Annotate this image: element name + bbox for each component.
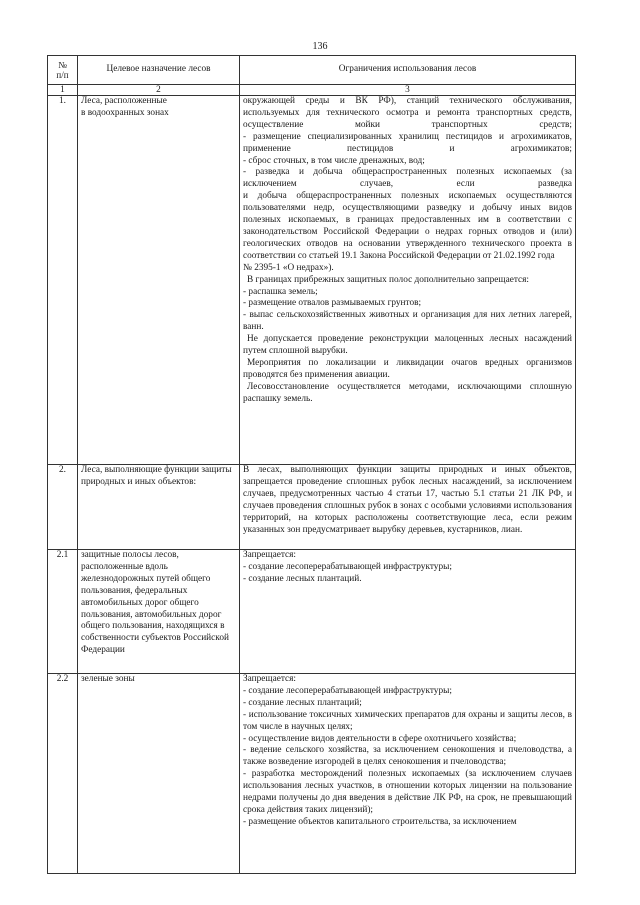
restriction-paragraph: - создание лесных плантаций. [243, 573, 362, 584]
row-purpose: Леса, выполняющие функции защиты природных и иных объектов: [78, 465, 240, 550]
restriction-paragraph: - размещение отвалов размываемых грунтов; [243, 298, 422, 309]
restriction-paragraph: № 2395-1 «О недрах»). [243, 262, 334, 273]
column-number: 1 [48, 85, 78, 96]
restriction-paragraph: - распашка земель; [243, 286, 318, 297]
restriction-paragraph: В лесах, выполняющих функции защиты природных и иных объектов, запрещается проведение сплошных рубок лесных насаждений, за исключением случаев, предусмотренных частью 4 статьи 17, частью 5.1 статьи 21 ЛК РФ, и случаев проведения сплошных рубок в зонах с особыми условиями использования территорий, на которых расположены соответствующие леса, если режим указанных зон предусматривает вырубку деревьев, кустарников, лиан. [243, 465, 572, 535]
restriction-paragraph: Мероприятия по локализации и ликвидации очагов вредных организмов проводятся без применения авиации. [243, 357, 572, 380]
table-row [48, 96, 576, 465]
page-number: 136 [312, 41, 328, 52]
row-number: 1. [48, 96, 78, 465]
header-num [48, 56, 78, 85]
restriction-paragraph: - создание лесоперерабатывающей инфраструктуры; [243, 685, 452, 696]
restriction-paragraph: - осуществление видов деятельности в сфере охотничьего хозяйства; [243, 733, 517, 744]
row-number: 2.2 [48, 674, 78, 874]
table-header-row [48, 56, 576, 85]
row-purpose: защитные полосы лесов, расположенные вдоль железнодорожных путей общего пользования, федеральных автомобильных дорог общего пользования, автомобильных дорог общего пользования, находящихся в собственности субъектов Российской Федерации [78, 550, 240, 674]
restriction-paragraph: - использование токсичных химических препаратов для охраны и защиты лесов, в том числе в научных целях; [243, 709, 572, 732]
column-number: 3 [240, 85, 576, 96]
column-number: 2 [78, 85, 240, 96]
restriction-paragraph: - создание лесных плантаций; [243, 697, 362, 708]
restriction-paragraph: - ведение сельского хозяйства, за исключением сенокошения и пчеловодства, а также возведение изгородей в целях сенокошения и пчеловодства; [243, 745, 572, 768]
restriction-paragraph: Не допускается проведение реконструкции малоценных лесных насаждений путем сплошной вырубки. [243, 334, 572, 357]
header-purpose: Целевое назначение лесов [78, 56, 240, 85]
table-row [48, 674, 576, 874]
restriction-paragraph: - разработка месторождений полезных ископаемых (за исключением случаев использования лесных участков, в отношении которых лицензии на пользование недрами получены до дня введения в действие ЛК РФ, на срок, не превышающий срока действия таких лицензий); [243, 769, 572, 815]
restriction-paragraph: и добыча общераспространенных полезных ископаемых осуществляются пользователями недр, осуществляющими разведку и добычу иных видов полезных ископаемых, в границах предоставленных им в соответствии с законодательством Российской Федерации о недрах горных отводов и (или) геологических отводов на основании утвержденного технического проекта в соответствии со статьей 19.1 Закона Российской Федерации от 21.02.1992 года [243, 191, 572, 261]
restriction-paragraph: - создание лесоперерабатывающей инфраструктуры; [243, 561, 452, 572]
header-num-label: № п/п [56, 60, 69, 80]
row-restrictions [240, 674, 576, 874]
row-restrictions [240, 550, 576, 674]
table-row [48, 550, 576, 674]
restriction-paragraph: - разведка и добыча общераспространенных полезных ископаемых (за исключением случаев, если разведка [243, 167, 572, 190]
column-number-row [48, 85, 576, 96]
restriction-paragraph: Лесовосстановление осуществляется методами, исключающими сплошную распашку земель. [243, 381, 572, 404]
header-restrictions: Ограничения использования лесов [240, 56, 576, 85]
row-purpose: Леса, расположенные в водоохранных зонах [78, 96, 240, 465]
row-restrictions [240, 465, 576, 550]
restriction-paragraph: - размещение специализированных хранилищ пестицидов и агрохимикатов, применение пестицидов и агрохимикатов; [243, 131, 572, 154]
row-purpose: зеленые зоны [78, 674, 240, 874]
restriction-paragraph: - выпас сельскохозяйственных животных и организация для них летних лагерей, ванн. [243, 310, 572, 333]
row-number: 2.1 [48, 550, 78, 674]
restriction-paragraph: В границах прибрежных защитных полос дополнительно запрещается: [247, 274, 530, 285]
table-row [48, 465, 576, 550]
row-restrictions [240, 96, 576, 465]
forest-restrictions-table [47, 55, 576, 874]
restriction-paragraph: Запрещается: [243, 674, 296, 684]
restriction-paragraph: - размещение объектов капитального строительства, за исключением [243, 816, 517, 827]
restriction-paragraph: окружающей среды и ВК РФ), станций технического обслуживания, используемых для технического осмотра и ремонта транспортных средств, осуществление мойки транспортных средств; [243, 96, 572, 130]
restriction-paragraph: - сброс сточных, в том числе дренажных, вод; [243, 155, 425, 166]
restriction-paragraph: Запрещается: [243, 550, 296, 560]
row-number: 2. [48, 465, 78, 550]
